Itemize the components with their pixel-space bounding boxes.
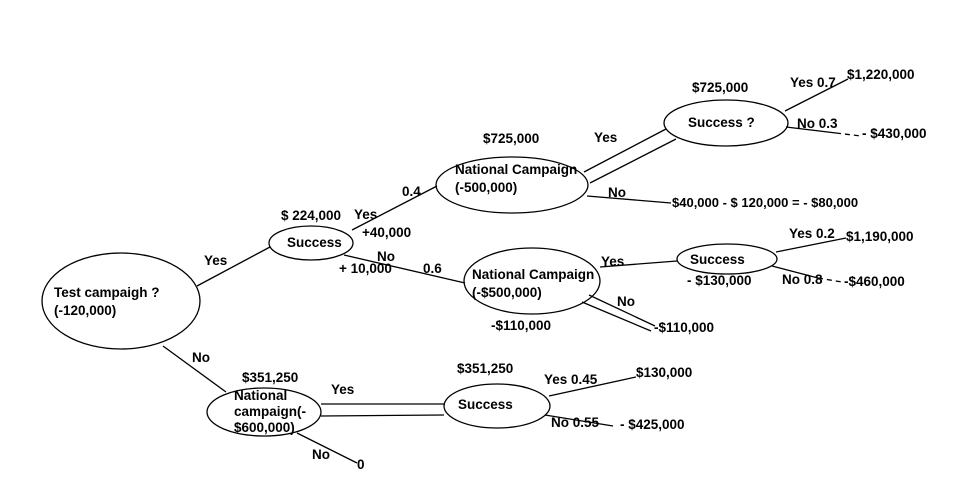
outcome-mid-no: -$460,000 (844, 274, 905, 289)
node-label-root-line1: Test campaigh ? (54, 285, 160, 300)
value-success-mid-ev: - $130,000 (687, 273, 752, 288)
value-success-top-ev: $725,000 (692, 80, 749, 95)
node-label-success-bottom: Success (458, 397, 513, 412)
outcome-sb-no: - $425,000 (620, 417, 685, 432)
branch-label-top-yes: Yes 0.7 (790, 75, 836, 90)
branch-label-s1-no: No (377, 249, 395, 264)
value-nat2-ev: -$110,000 (491, 318, 552, 333)
branch-value-s1-no: + 10,000 (339, 261, 392, 276)
node-label-natbottom-line3: $600,000) (234, 420, 295, 435)
branch-label-nat2-yes: Yes (601, 254, 625, 269)
branch-label-root-yes: Yes (204, 253, 228, 268)
outcome-top-yes: $1,220,000 (847, 67, 915, 82)
branch-label-bottom-yes: Yes (331, 382, 355, 397)
branch-label-mid-no: No 0.8 (782, 272, 823, 287)
node-label-national-campaign-1 (455, 161, 577, 197)
branch-label-nat2-no: No (617, 294, 635, 309)
node-label-root-line2: (-120,000) (54, 303, 117, 318)
node-label-nat1-line1: National Campaign (455, 162, 578, 177)
branch-line-nat1-no (587, 196, 671, 203)
branch-label-nat1-no: No (608, 185, 626, 200)
outcome-nat2-no: -$110,000 (654, 320, 715, 335)
node-label-nat2-line2: (-$500,000) (472, 285, 542, 300)
node-label-success1: Success (287, 235, 342, 250)
branch-label-s1-yes: Yes (354, 207, 378, 222)
outcome-mid-yes: $1,190,000 (846, 229, 914, 244)
node-label-national-campaign-bottom (234, 388, 306, 436)
branch-label-sb-yes: Yes 0.45 (544, 372, 598, 387)
branch-label-top-no: No 0.3 (797, 116, 838, 131)
node-label-success-mid: Success (690, 252, 745, 267)
branch-line-natbottom-yes-double-2 (321, 415, 444, 416)
branch-label-root-no: No (192, 350, 210, 365)
value-nat1-ev: $725,000 (483, 131, 540, 146)
node-label-nat2-line1: National Campaign (472, 267, 595, 282)
value-natbottom-ev: $351,250 (242, 370, 299, 385)
node-label-national-campaign-2 (472, 266, 594, 302)
outcome-bottom-no: 0 (357, 457, 365, 472)
node-label-natbottom-line2: campaign(- (234, 404, 307, 419)
node-label-natbottom-line1: National (234, 388, 288, 403)
outcome-top-no: - $430,000 (862, 126, 927, 141)
node-label-nat1-line2: (-500,000) (455, 180, 518, 195)
branch-prob-s1-yes: 0.4 (402, 184, 421, 199)
outcome-sb-yes: $130,000 (636, 365, 693, 380)
value-success1-ev: $ 224,000 (281, 208, 342, 223)
branch-prob-s1-no: 0.6 (423, 261, 442, 276)
branch-label-bottom-no: No (312, 447, 330, 462)
value-success-bottom-ev: $351,250 (457, 361, 514, 376)
branch-label-nat1-yes: Yes (594, 130, 618, 145)
branch-value-s1-yes: +40,000 (362, 225, 412, 240)
node-label-root (54, 284, 160, 320)
outcome-nat1-no: $40,000 - $ 120,000 = - $80,000 (672, 195, 859, 210)
branch-label-mid-yes: Yes 0.2 (789, 226, 835, 241)
branch-label-sb-no: No 0.55 (551, 415, 600, 430)
branch-line-successtop-no-dashed (836, 133, 861, 136)
node-label-success-top: Success ? (688, 115, 755, 130)
